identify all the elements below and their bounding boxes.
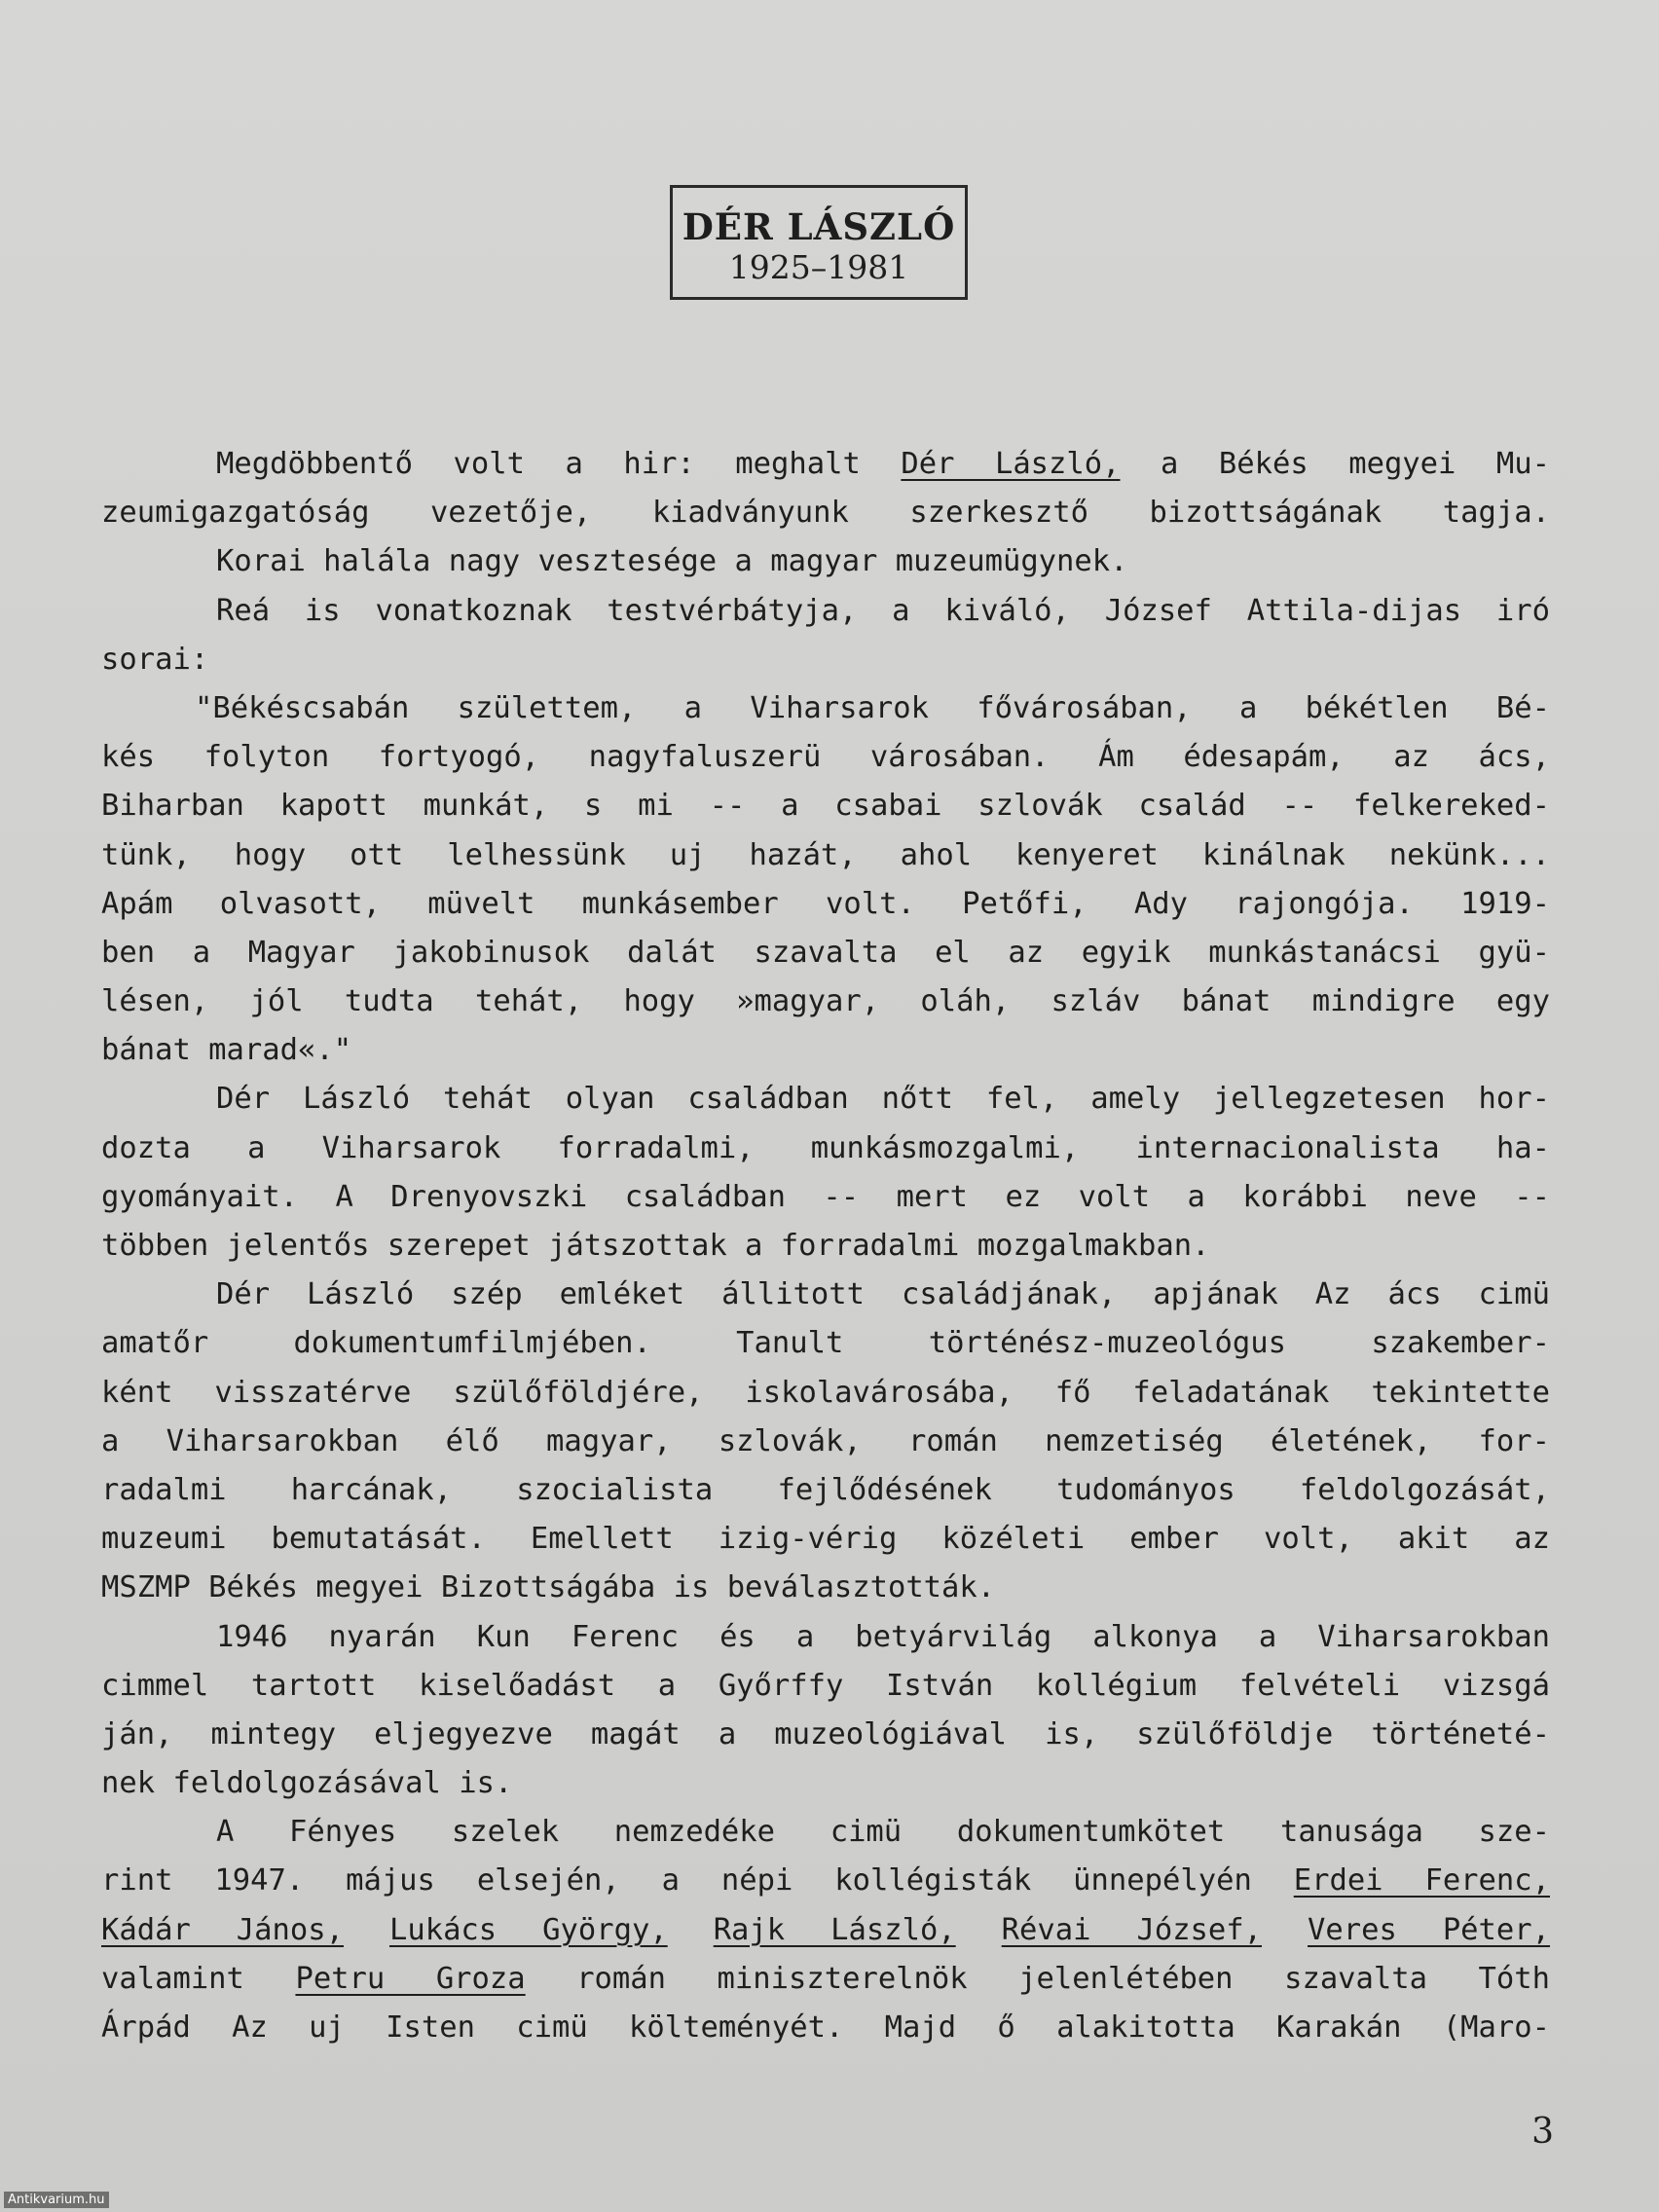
text-line: Dér László tehát olyan családban nőtt fel, amely jellegzetesen hor- — [216, 1082, 1550, 1117]
text-line: MSZMP Békés megyei Bizottságába is beválasztották. — [101, 1570, 996, 1605]
text-line: kés folyton fortyogó, nagyfaluszerü városában. Ám édesapám, az ács, — [101, 740, 1550, 775]
title-years: 1925–1981 — [728, 248, 909, 286]
text-line: ben a Magyar jakobinusok dalát szavalta el az egyik munkástanácsi gyü- — [101, 935, 1550, 970]
text-line: A Fényes szelek nemzedéke cimü dokumentumkötet tanusága sze- — [216, 1815, 1550, 1850]
text-line: Megdöbbentő volt a hir: meghalt Dér László, a Békés megyei Mu- — [216, 447, 1550, 481]
text-line: 1946 nyarán Kun Ferenc és a betyárvilág alkonya a Viharsarokban — [216, 1619, 1550, 1654]
text-line: radalmi harcának, szocialista fejlődésének tudományos feldolgozását, — [101, 1472, 1550, 1507]
text-line: Dér László szép emléket állitott családjának, apjának Az ács cimü — [216, 1277, 1550, 1312]
underlined-name: Révai József, — [1001, 1912, 1263, 1947]
title-name: DÉR LÁSZLÓ — [682, 205, 956, 248]
text-line: lésen, jól tudta tehát, hogy »magyar, oláh, szláv bánat mindigre egy — [101, 984, 1550, 1019]
text-line: ként visszatérve szülőföldjére, iskolavárosába, fő feladatának tekintette — [101, 1375, 1550, 1410]
underlined-name: Dér László, — [901, 447, 1121, 481]
text-line — [101, 1906, 1550, 1955]
underlined-name: Kádár János, — [101, 1912, 344, 1947]
text-line: dozta a Viharsarok forradalmi, munkásmozgalmi, internacionalista ha- — [101, 1130, 1550, 1165]
underlined-name: Erdei Ferenc, — [1293, 1863, 1550, 1899]
text-line: "Békéscsabán születtem, a Viharsarok fővárosában, a békétlen Bé- — [195, 690, 1550, 725]
text-line: Biharban kapott munkát, s mi -- a csabai szlovák család -- felkereked- — [101, 789, 1550, 824]
text-line: Reá is vonatkoznak testvérbátyja, a kiváló, József Attila-dijas iró — [216, 593, 1550, 628]
text-line: Árpád Az uj Isten cimü költeményét. Majd ő alakitotta Karakán (Maro- — [101, 2010, 1550, 2045]
text-line: zeumigazgatóság vezetője, kiadványunk szerkesztő bizottságának tagja. — [101, 496, 1550, 531]
body-text — [101, 440, 1550, 2052]
underlined-name: Veres Péter, — [1308, 1912, 1550, 1947]
text-line: Apám olvasott, müvelt munkásember volt. Petőfi, Ady rajongója. 1919- — [101, 886, 1550, 921]
text-line: sorai: — [101, 642, 209, 677]
page-number: 3 — [1531, 2112, 1554, 2152]
underlined-name: Rajk László, — [713, 1912, 956, 1947]
underlined-name: Lukács György, — [388, 1912, 668, 1947]
text-line: a Viharsarokban élő magyar, szlovák, román nemzetiség életének, for- — [101, 1423, 1550, 1458]
text-line: nek feldolgozásával is. — [101, 1766, 513, 1801]
text-line: amatőr dokumentumfilmjében. Tanult történész-muzeológus szakember- — [101, 1326, 1550, 1361]
text-line: muzeumi bemutatását. Emellett izig-vérig közéleti ember volt, akit az — [101, 1522, 1550, 1557]
text-line: cimmel tartott kiselőadást a Győrffy István kollégium felvételi vizsgá — [101, 1668, 1550, 1703]
text-line: rint 1947. május elsején, a népi kollégisták ünnepélyén Erdei Ferenc, — [101, 1863, 1550, 1899]
text-line: valamint Petru Groza román miniszterelnök jelenlétében szavalta Tóth — [101, 1961, 1550, 1996]
text-line: tünk, hogy ott lelhessünk uj hazát, ahol kenyeret kinálnak nekünk... — [101, 837, 1550, 872]
text-line: bánat marad«." — [101, 1033, 352, 1068]
title-box — [670, 185, 968, 300]
watermark: Antikvarium.hu — [4, 2192, 109, 2208]
text-line: Korai halála nagy vesztesége a magyar muzeumügynek. — [216, 544, 1128, 579]
text-line: gyományait. A Drenyovszki családban -- mert ez volt a korábbi neve -- — [101, 1179, 1550, 1214]
underlined-name: Petru Groza — [295, 1961, 526, 1996]
text-line: többen jelentős szerepet játszottak a forradalmi mozgalmakban. — [101, 1229, 1210, 1263]
text-line: ján, mintegy eljegyezve magát a muzeológiával is, szülőföldje történeté- — [101, 1716, 1550, 1751]
